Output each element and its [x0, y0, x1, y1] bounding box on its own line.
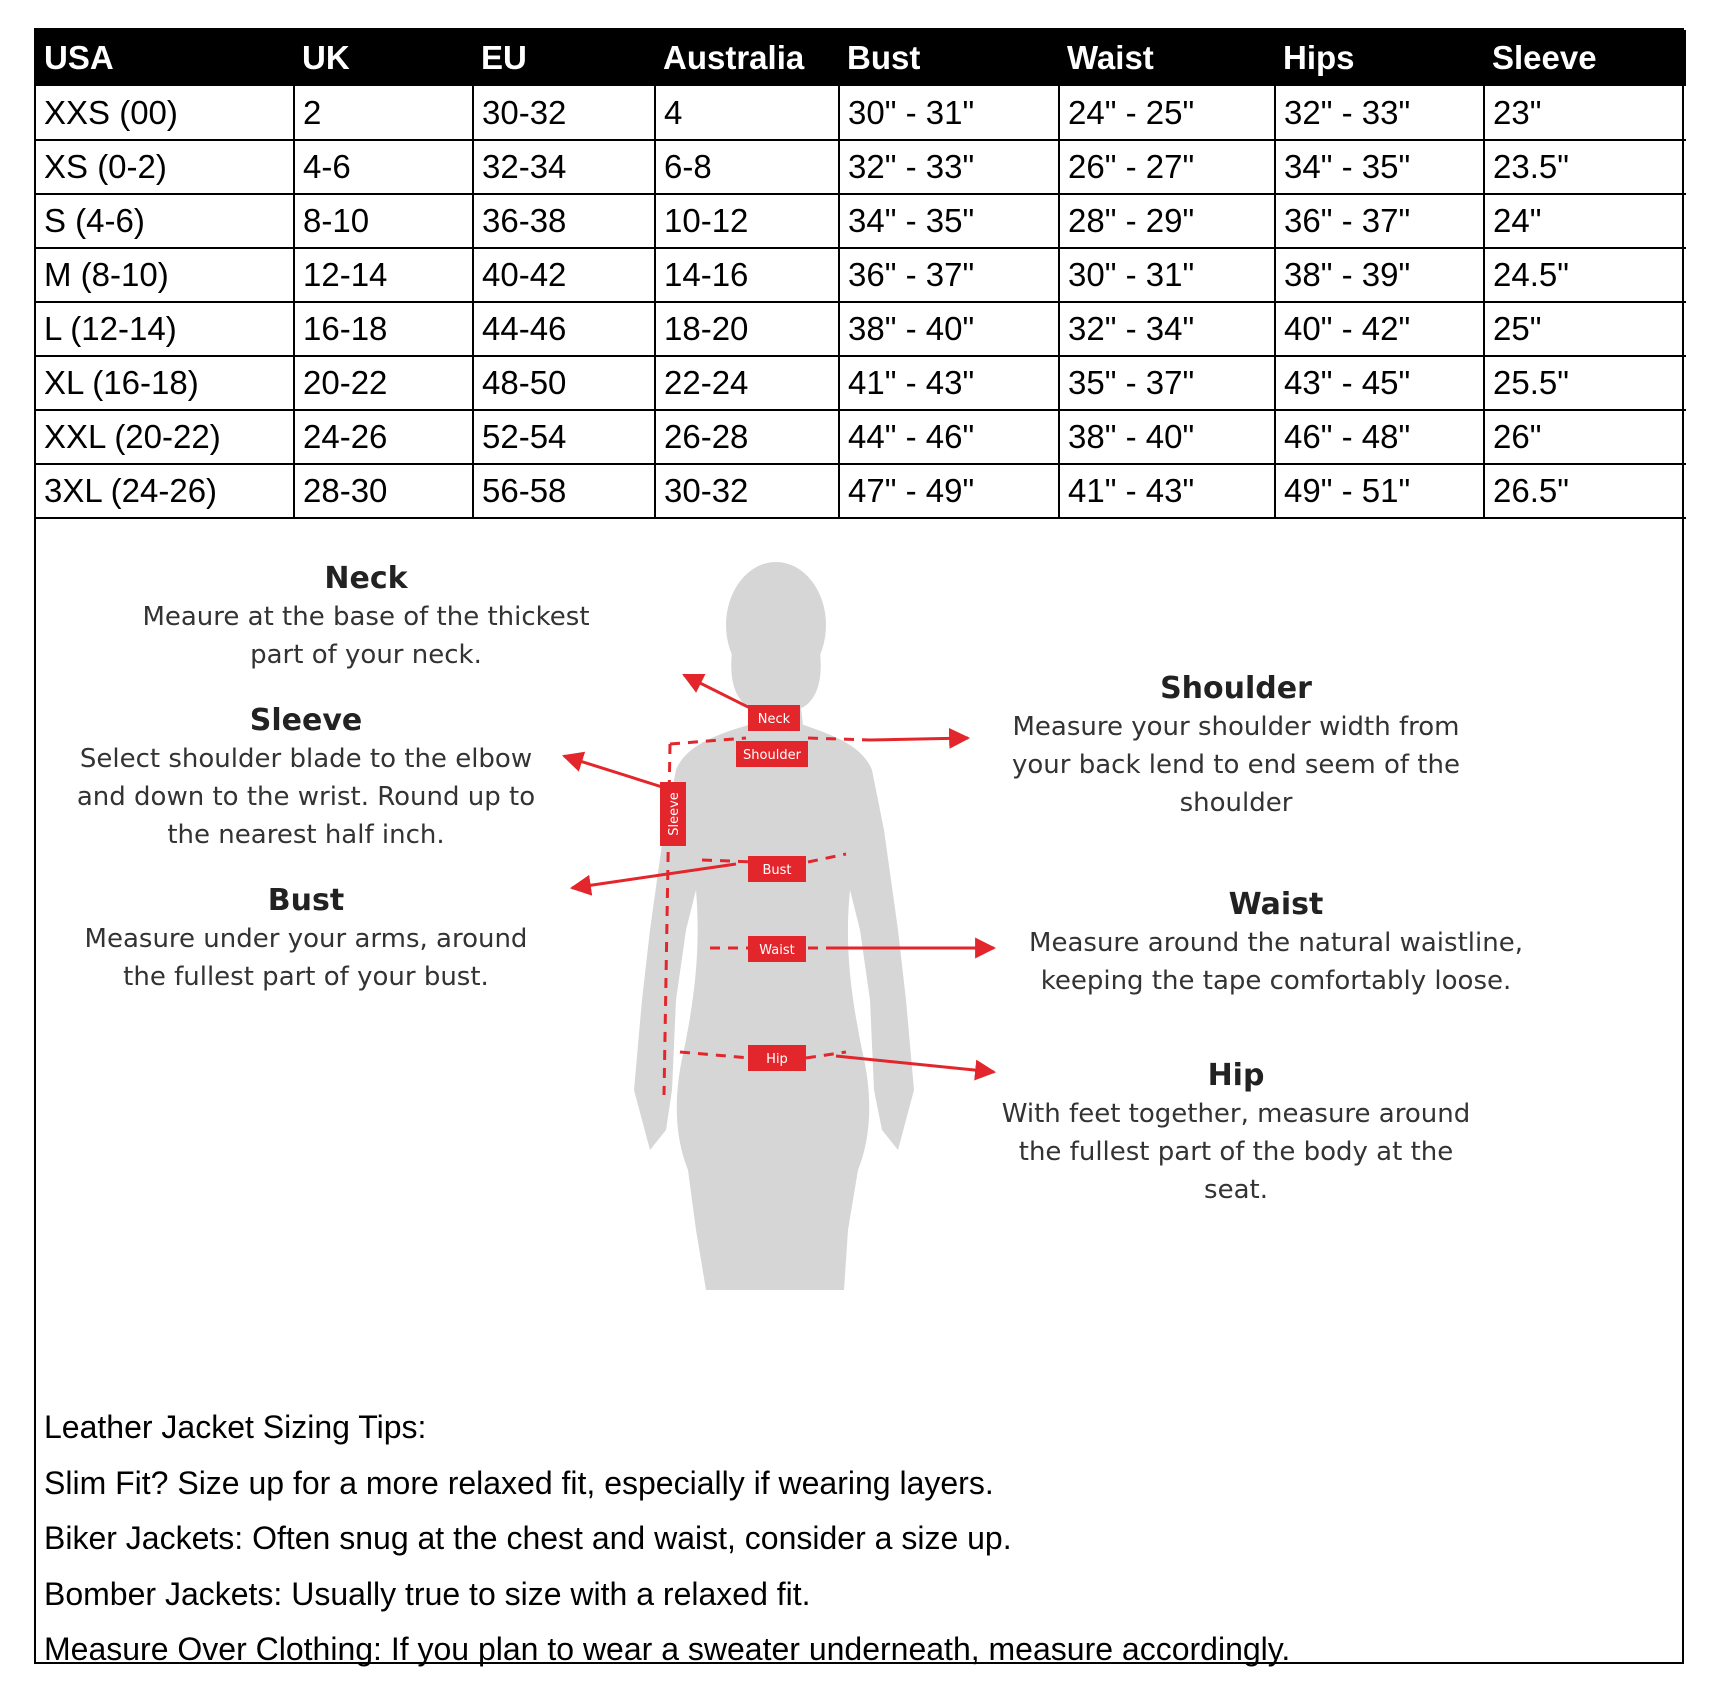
size-table [36, 30, 1686, 519]
neck-desc-1: Meaure at the base of the thickest [142, 602, 590, 632]
sleeve-desc-3: the nearest half inch. [167, 820, 445, 850]
cell-bust: 47" - 49" [839, 464, 1059, 518]
header-usa: USA [44, 39, 114, 76]
cell-uk: 4-6 [294, 140, 473, 194]
cell-uk: 24-26 [294, 410, 473, 464]
cell-sleeve: 25.5" [1484, 356, 1686, 410]
table-row [36, 86, 1686, 140]
hip-desc-1: With feet together, measure around [1001, 1099, 1471, 1129]
cell-uk: 16-18 [294, 302, 473, 356]
cell-eu: 52-54 [473, 410, 655, 464]
tip-measure-over-clothing: Measure Over Clothing: If you plan to wear a sweater underneath, measure accordingly. [44, 1631, 1291, 1667]
bust-tag [748, 856, 806, 882]
svg-text:Shoulder: Shoulder [743, 748, 801, 763]
neck-desc-2: part of your neck. [250, 640, 482, 670]
cell-bust: 44" - 46" [839, 410, 1059, 464]
cell-eu: 40-42 [473, 248, 655, 302]
bust-desc-2: the fullest part of your bust. [123, 962, 489, 992]
shoulder-tag [736, 741, 808, 767]
waist-desc-1: Measure around the natural waistline, [1029, 928, 1523, 958]
cell-usa: S (4-6) [36, 194, 294, 248]
table-row [36, 248, 1686, 302]
cell-usa: XXS (00) [36, 86, 294, 140]
table-header-row [36, 30, 1686, 86]
hip-tag [748, 1045, 806, 1071]
cell-bust: 38" - 40" [839, 302, 1059, 356]
cell-uk: 20-22 [294, 356, 473, 410]
cell-eu: 44-46 [473, 302, 655, 356]
sleeve-title: Sleeve [249, 703, 363, 738]
bust-label [56, 882, 556, 996]
hip-desc-3: seat. [1204, 1175, 1268, 1205]
sleeve-desc-1: Select shoulder blade to the elbow [79, 744, 533, 774]
hip-desc-2: the fullest part of the body at the [1018, 1137, 1454, 1167]
waist-desc-2: keeping the tape comfortably loose. [1040, 966, 1512, 996]
size-chart-sheet [34, 28, 1684, 1667]
cell-waist: 41" - 43" [1059, 464, 1275, 518]
waist-label [996, 886, 1556, 1000]
cell-uk: 8-10 [294, 194, 473, 248]
table-row [36, 302, 1686, 356]
bust-title: Bust [267, 883, 345, 918]
sizing-tips [44, 1400, 1674, 1678]
cell-uk: 12-14 [294, 248, 473, 302]
cell-usa: M (8-10) [36, 248, 294, 302]
header-uk: UK [302, 39, 350, 76]
svg-text:Neck: Neck [757, 712, 791, 727]
shoulder-desc-3: shoulder [1179, 788, 1293, 818]
cell-hips: 34" - 35" [1275, 140, 1484, 194]
cell-sleeve: 26.5" [1484, 464, 1686, 518]
cell-waist: 28" - 29" [1059, 194, 1275, 248]
waist-title: Waist [1228, 887, 1324, 922]
cell-uk: 2 [294, 86, 473, 140]
bust-desc-1: Measure under your arms, around [84, 924, 528, 954]
cell-australia: 10-12 [655, 194, 839, 248]
neck-tag [748, 705, 800, 731]
header-hips: Hips [1283, 39, 1355, 76]
hip-label [976, 1057, 1496, 1209]
table-row [36, 194, 1686, 248]
cell-eu: 56-58 [473, 464, 655, 518]
header-bust: Bust [847, 39, 921, 76]
cell-sleeve: 24" [1484, 194, 1686, 248]
cell-sleeve: 23.5" [1484, 140, 1686, 194]
cell-hips: 36" - 37" [1275, 194, 1484, 248]
svg-text:Sleeve: Sleeve [667, 792, 682, 836]
cell-australia: 30-32 [655, 464, 839, 518]
cell-waist: 38" - 40" [1059, 410, 1275, 464]
svg-text:Bust: Bust [762, 863, 792, 878]
cell-eu: 36-38 [473, 194, 655, 248]
cell-usa: XXL (20-22) [36, 410, 294, 464]
cell-sleeve: 26" [1484, 410, 1686, 464]
cell-australia: 14-16 [655, 248, 839, 302]
measurement-diagram [36, 530, 1682, 1400]
cell-waist: 26" - 27" [1059, 140, 1275, 194]
shoulder-desc-2: your back lend to end seem of the [1012, 750, 1460, 780]
tip-bomber-jackets: Bomber Jackets: Usually true to size with a relaxed fit. [44, 1575, 811, 1612]
cell-waist: 30" - 31" [1059, 248, 1275, 302]
cell-sleeve: 23" [1484, 86, 1686, 140]
cell-bust: 34" - 35" [839, 194, 1059, 248]
cell-eu: 48-50 [473, 356, 655, 410]
header-eu: EU [481, 39, 527, 76]
cell-australia: 4 [655, 86, 839, 140]
cell-usa: XS (0-2) [36, 140, 294, 194]
table-row [36, 410, 1686, 464]
table-row [36, 140, 1686, 194]
cell-bust: 41" - 43" [839, 356, 1059, 410]
cell-bust: 32" - 33" [839, 140, 1059, 194]
cell-australia: 18-20 [655, 302, 839, 356]
header-australia: Australia [663, 39, 805, 76]
cell-hips: 32" - 33" [1275, 86, 1484, 140]
sleeve-desc-2: and down to the wrist. Round up to [76, 782, 536, 812]
waist-tag [748, 936, 806, 962]
tip-biker-jackets: Biker Jackets: Often snug at the chest and waist, consider a size up. [44, 1520, 1012, 1556]
table-row [36, 356, 1686, 410]
cell-eu: 30-32 [473, 86, 655, 140]
cell-hips: 40" - 42" [1275, 302, 1484, 356]
cell-hips: 38" - 39" [1275, 248, 1484, 302]
cell-uk: 28-30 [294, 464, 473, 518]
cell-usa: XL (16-18) [36, 356, 294, 410]
sleeve-label [56, 702, 556, 854]
cell-hips: 43" - 45" [1275, 356, 1484, 410]
cell-bust: 30" - 31" [839, 86, 1059, 140]
cell-usa: 3XL (24-26) [36, 464, 294, 518]
sleeve-tag [660, 782, 686, 846]
neck-title: Neck [324, 561, 408, 596]
hip-title: Hip [1207, 1058, 1265, 1093]
header-sleeve: Sleeve [1492, 39, 1597, 76]
cell-sleeve: 24.5" [1484, 248, 1686, 302]
shoulder-desc-1: Measure your shoulder width from [1012, 712, 1460, 742]
silhouette [634, 562, 914, 1290]
cell-australia: 22-24 [655, 356, 839, 410]
cell-waist: 32" - 34" [1059, 302, 1275, 356]
cell-usa: L (12-14) [36, 302, 294, 356]
cell-eu: 32-34 [473, 140, 655, 194]
tip-slim-fit: Slim Fit? Size up for a more relaxed fit, especially if wearing layers. [44, 1464, 994, 1501]
cell-australia: 26-28 [655, 410, 839, 464]
cell-australia: 6-8 [655, 140, 839, 194]
cell-sleeve: 25" [1484, 302, 1686, 356]
cell-bust: 36" - 37" [839, 248, 1059, 302]
neck-label [106, 560, 626, 674]
svg-text:Hip: Hip [766, 1052, 788, 1067]
cell-hips: 46" - 48" [1275, 410, 1484, 464]
svg-text:Waist: Waist [759, 943, 795, 958]
cell-waist: 24" - 25" [1059, 86, 1275, 140]
shoulder-label [966, 670, 1506, 822]
header-waist: Waist [1067, 39, 1154, 76]
shoulder-title: Shoulder [1160, 671, 1312, 706]
tips-heading: Leather Jacket Sizing Tips: [44, 1409, 427, 1445]
cell-waist: 35" - 37" [1059, 356, 1275, 410]
table-row [36, 464, 1686, 518]
cell-hips: 49" - 51" [1275, 464, 1484, 518]
